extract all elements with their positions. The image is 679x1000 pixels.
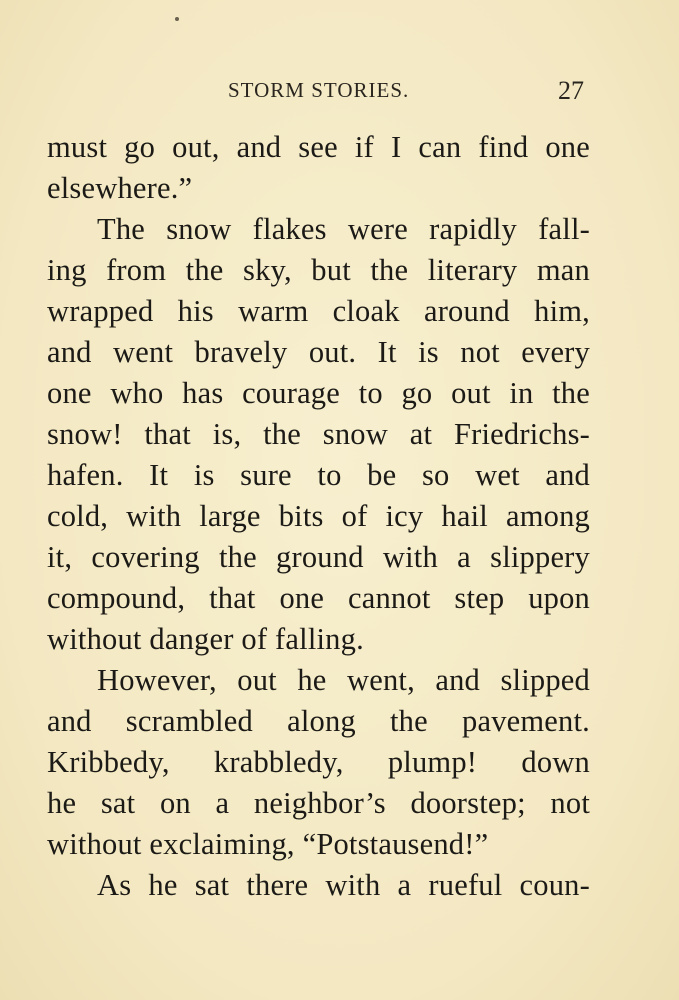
text-line: must go out, and see if I can find one (47, 130, 590, 164)
text-line: elsewhere.” (47, 171, 193, 205)
text-line: without exclaiming, “Potstausend!” (47, 827, 489, 861)
text-line: without danger of falling. (47, 622, 364, 656)
text-line: he sat on a neighbor’s doorstep; not (47, 786, 590, 820)
text-line: The snow flakes were rapidly fall- (97, 212, 590, 246)
text-line: cold, with large bits of icy hail among (47, 499, 590, 533)
text-line: and went bravely out. It is not every (47, 335, 590, 369)
text-line: compound, that one cannot step upon (47, 581, 590, 615)
body-text (47, 127, 590, 906)
text-line: hafen. It is sure to be so wet and (47, 458, 590, 492)
text-line: Kribbedy, krabbledy, plump! down (47, 745, 590, 779)
text-line: one who has courage to go out in the (47, 376, 590, 410)
running-head: STORM STORIES. (228, 78, 410, 102)
page-number: 27 (558, 76, 584, 105)
text-line: wrapped his warm cloak around him, (47, 294, 590, 328)
text-line: However, out he went, and slipped (97, 663, 590, 697)
text-line: ing from the sky, but the literary man (47, 253, 590, 287)
page-header (0, 76, 679, 106)
text-line: As he sat there with a rueful coun- (97, 868, 590, 902)
text-line: and scrambled along the pavement. (47, 704, 590, 738)
text-line: it, covering the ground with a slippery (47, 540, 590, 574)
text-line: snow! that is, the snow at Friedrichs- (47, 417, 590, 451)
ink-speck (175, 17, 179, 21)
